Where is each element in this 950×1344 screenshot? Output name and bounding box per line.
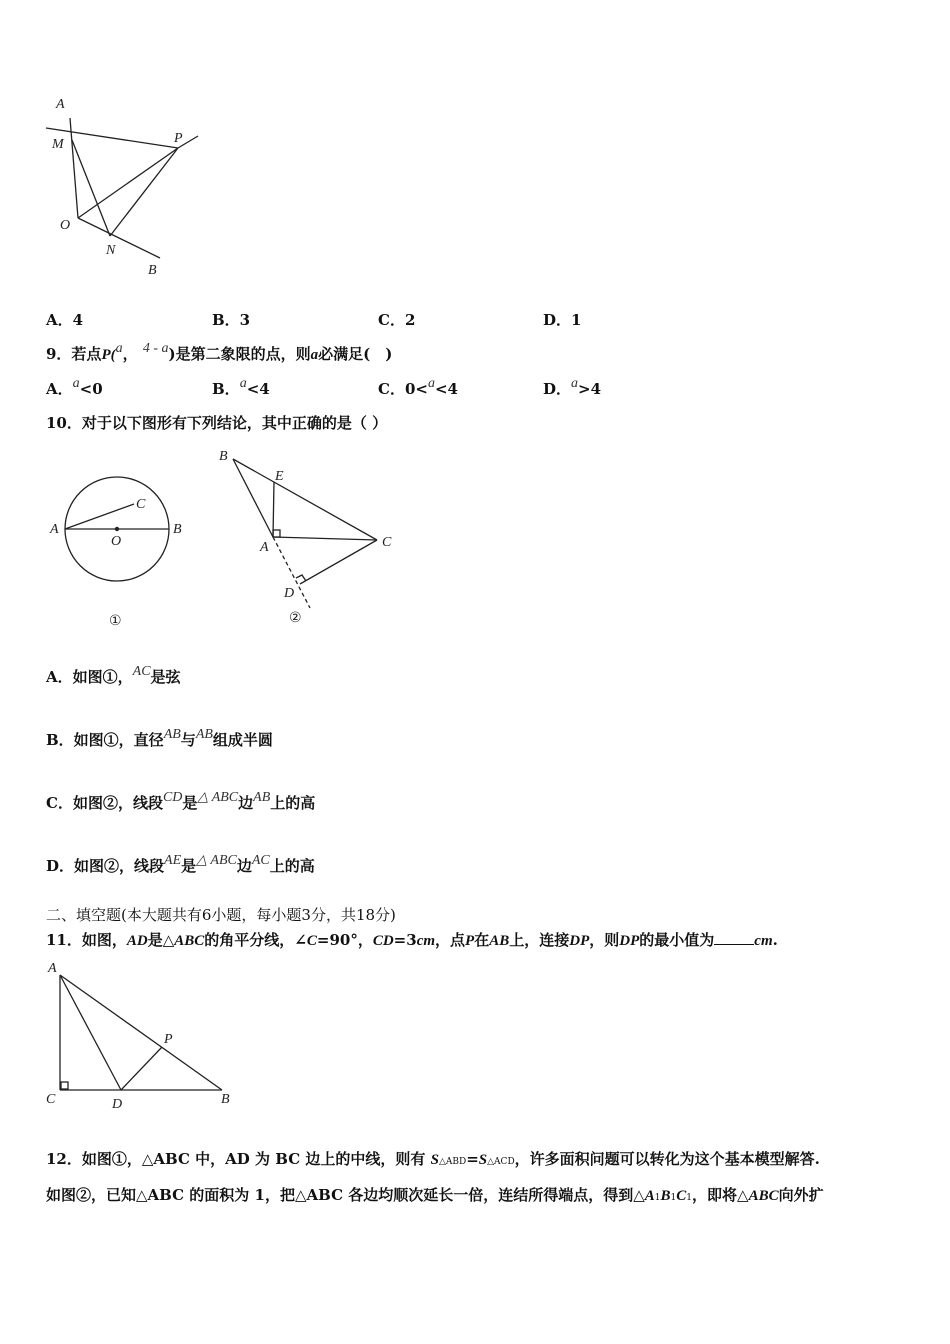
line-ac xyxy=(273,537,377,540)
figure-angle-mpn xyxy=(40,92,220,282)
line-mn xyxy=(72,140,110,236)
line-ae xyxy=(273,482,274,537)
q8-option-a: A．4 xyxy=(46,311,84,329)
center-dot xyxy=(115,527,119,531)
label-c: C xyxy=(382,535,392,550)
label-o: O xyxy=(111,534,122,549)
answer-blank[interactable] xyxy=(714,932,754,945)
label-a: A xyxy=(56,97,65,112)
label-c: C xyxy=(46,1092,56,1107)
q10-option-c: C．如图②，线段CD是△ ABC边AB上的高 xyxy=(46,790,316,812)
q10-option-d: D．如图②，线段AE是△ ABC边AC上的高 xyxy=(46,853,315,875)
label-a: A xyxy=(50,522,59,537)
line-dp xyxy=(121,1047,162,1090)
label-d: D xyxy=(284,586,295,601)
line-op xyxy=(78,148,178,218)
chord-ac xyxy=(65,504,134,529)
line-bc xyxy=(233,459,377,540)
q10-option-b: B．如图①，直径AB与AB组成半圆 xyxy=(46,727,273,749)
figure-triangle xyxy=(210,440,410,635)
label-c: C xyxy=(136,497,146,512)
q8-option-d: D．1 xyxy=(543,311,582,329)
right-angle-a xyxy=(273,530,280,537)
label-b: B xyxy=(173,522,182,537)
q9-option-d: D．a>4 xyxy=(543,376,602,398)
figure-caption-2: ② xyxy=(289,610,302,626)
section-heading: 二、填空题(本大题共有6小题，每小题3分，共18分) xyxy=(46,906,396,924)
q9-option-a: A．a<0 xyxy=(46,376,103,398)
line-mp xyxy=(46,128,178,148)
line-np xyxy=(110,148,178,236)
q9-option-b: B．a<4 xyxy=(212,376,270,398)
label-e: E xyxy=(275,469,284,484)
q10-option-a: A．如图①，AC是弦 xyxy=(46,664,181,686)
label-a: A xyxy=(260,540,269,555)
figure-q11-triangle xyxy=(40,955,240,1110)
q9-stem: 9．若点P(a， 4 - a)是第二象限的点，则a必满足( ) xyxy=(46,341,393,363)
figure-circle xyxy=(40,470,200,635)
label-n: N xyxy=(106,243,116,258)
label-p: P xyxy=(164,1032,173,1047)
label-o: O xyxy=(60,218,71,233)
line-ab xyxy=(60,975,222,1090)
right-angle-d xyxy=(296,575,306,581)
label-d: D xyxy=(112,1097,123,1110)
q8-option-b: B．3 xyxy=(212,311,251,329)
q11-stem: 11．如图，AD是△ABC的角平分线，∠C=90°，CD=3cm，点P在AB上，连接DP，则DP的最小值为 cm. xyxy=(46,931,778,949)
q12-line-2: 如图②，已知△ABC 的面积为 1，把△ABC 各边均顺次延长一倍，连结所得端点，得到△A1B1C1，即将△ABC向外扩 xyxy=(46,1186,824,1204)
q8-option-c: C．2 xyxy=(378,311,416,329)
label-p: P xyxy=(174,131,183,146)
label-m: M xyxy=(52,137,64,152)
right-angle-c xyxy=(61,1082,68,1089)
label-b: B xyxy=(221,1092,230,1107)
q9-option-c: C．0<a<4 xyxy=(378,376,458,398)
line-dc xyxy=(300,540,377,584)
q10-stem: 10．对于以下图形有下列结论，其中正确的是（ ） xyxy=(46,414,388,432)
label-b: B xyxy=(148,263,157,278)
line-ad xyxy=(60,975,121,1090)
figure-caption-1: ① xyxy=(109,613,122,629)
q12-line-1: 12．如图①，△ABC 中，AD 为 BC 边上的中线，则有 S△ABD=S△ACD，许多面积问题可以转化为这个基本模型解答. xyxy=(46,1150,820,1168)
label-a: A xyxy=(48,961,57,976)
label-b: B xyxy=(219,449,228,464)
